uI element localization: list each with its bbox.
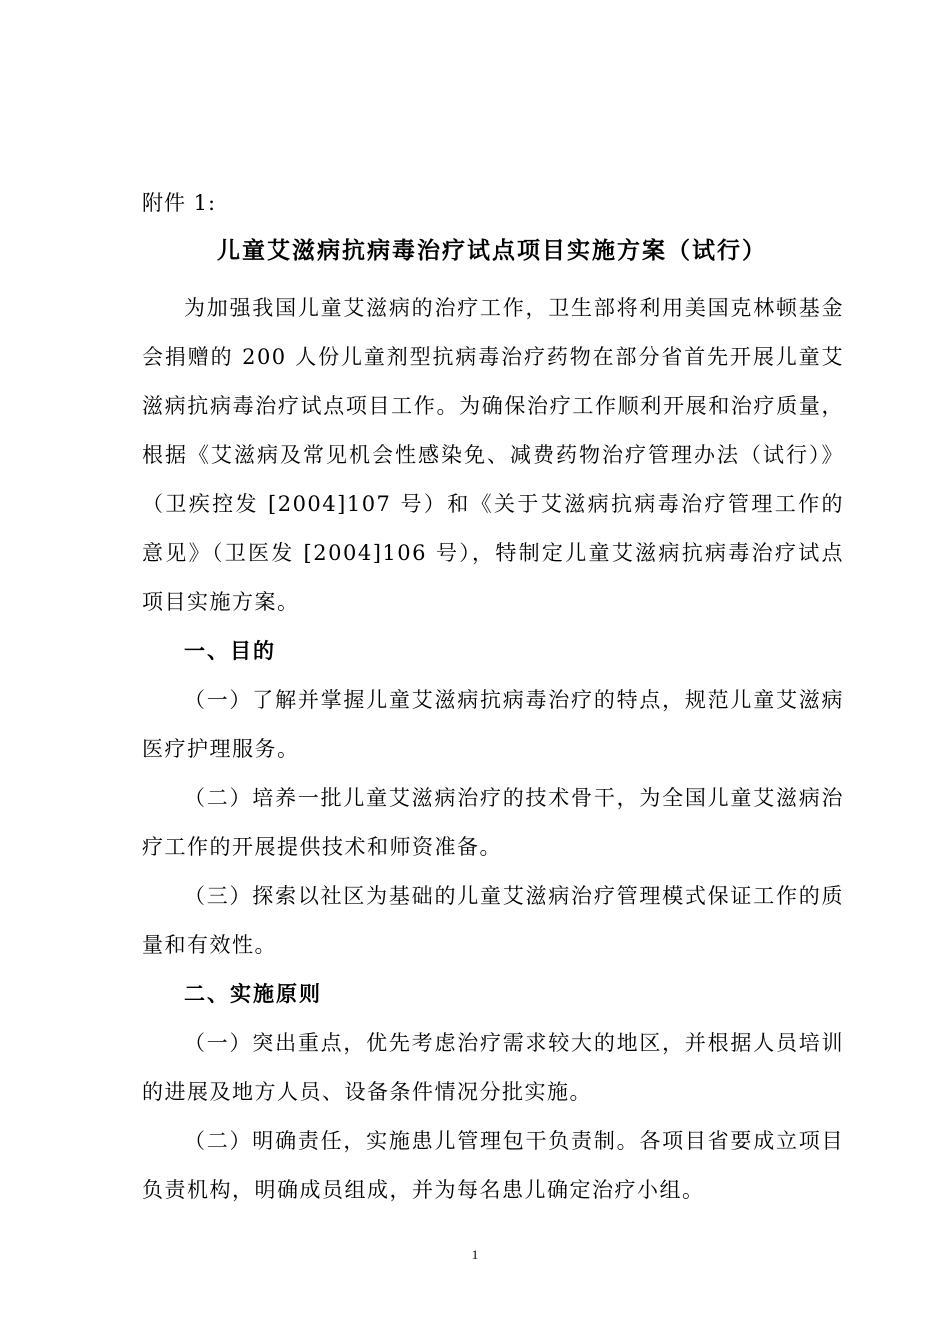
page-number: 1 bbox=[471, 1247, 479, 1262]
purpose-item-1: （一）了解并掌握儿童艾滋病抗病毒治疗的特点，规范儿童艾滋病医疗护理服务。 bbox=[142, 688, 844, 761]
document-title: 儿童艾滋病抗病毒治疗试点项目实施方案（试行） bbox=[217, 238, 767, 264]
intro-paragraph: 为加强我国儿童艾滋病的治疗工作，卫生部将利用美国克林顿基金会捐赠的 200 人份儿童剂型抗病毒治疗药物在部分省首先开展儿童艾滋病抗病毒治疗试点项目工作。为确保治疗工作顺利开展和治疗质量，根据《艾滋病及常见机会性感染免、减费药物治疗管理办法（试行）》（卫疾控发 [2004]107 号）和《关于艾滋病抗病毒治疗管理工作的意见》（卫医发 [2004]106 号），特制定儿童艾滋病抗病毒治疗试点项目实施方案。 bbox=[142, 296, 844, 614]
section-heading-principles: 二、实施原则 bbox=[184, 982, 322, 1006]
principle-item-2: （二）明确责任，实施患儿管理包干负责制。各项目省要成立项目负责机构，明确成员组成，并为每名患儿确定治疗小组。 bbox=[142, 1129, 844, 1202]
principle-item-1: （一）突出重点，优先考虑治疗需求较大的地区，并根据人员培训的进展及地方人员、设备条件情况分批实施。 bbox=[142, 1031, 844, 1104]
purpose-item-3: （三）探索以社区为基础的儿童艾滋病治疗管理模式保证工作的质量和有效性。 bbox=[142, 884, 844, 957]
document-body bbox=[142, 284, 844, 1215]
attachment-label: 附件 1: bbox=[142, 191, 217, 215]
purpose-item-2: （二）培养一批儿童艾滋病治疗的技术骨干，为全国儿童艾滋病治疗工作的开展提供技术和师资准备。 bbox=[142, 786, 844, 859]
section-heading-purpose: 一、目的 bbox=[184, 639, 276, 663]
